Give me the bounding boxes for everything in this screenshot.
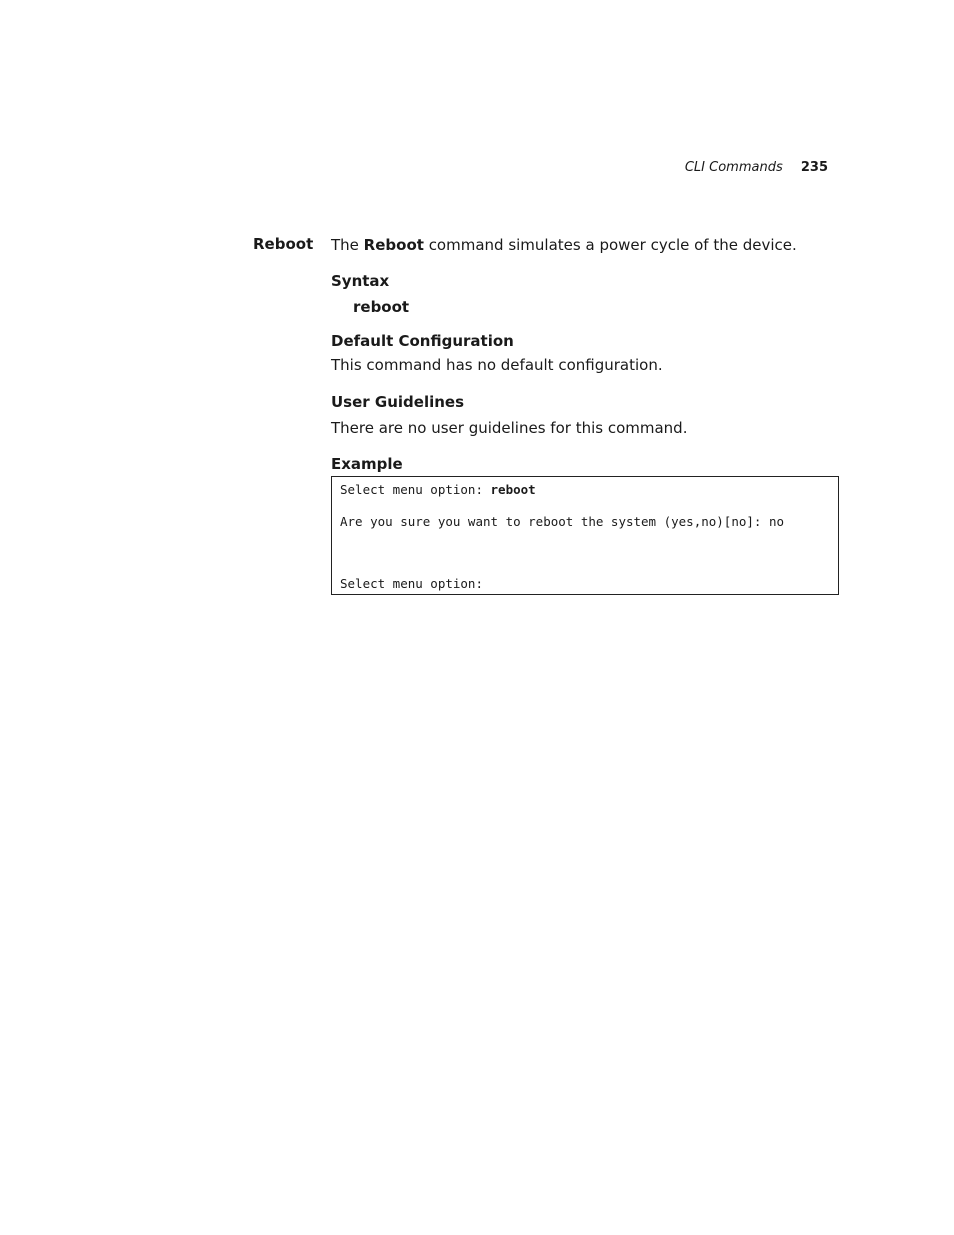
command-description [331,235,841,255]
user-guidelines-heading: User Guidelines [331,393,465,411]
user-guidelines-text: There are no user guidelines for this command. [331,419,688,437]
example-code-box [331,476,839,595]
running-header [685,160,828,175]
cli-line-3: Select menu option: [340,576,483,591]
intro-prefix: The [331,236,364,254]
cli-prompt: Select menu option: [340,482,491,497]
cli-user-input: reboot [490,482,536,497]
section-title: CLI Commands [684,160,783,175]
page-number: 235 [800,160,828,175]
syntax-heading: Syntax [331,272,390,290]
intro-command-name: Reboot [363,236,424,254]
cli-line-2: Are you sure you want to reboot the system (yes,no)[no]: no [340,514,785,529]
command-title: Reboot [253,235,314,253]
intro-suffix: command simulates a power cycle of the device. [423,236,797,254]
command-body [331,235,841,595]
default-config-text: This command has no default configuration. [331,356,663,374]
example-heading: Example [331,455,403,473]
cli-line-1 [340,482,536,498]
default-config-heading: Default Configuration [331,332,514,350]
syntax-command: reboot [353,298,410,316]
